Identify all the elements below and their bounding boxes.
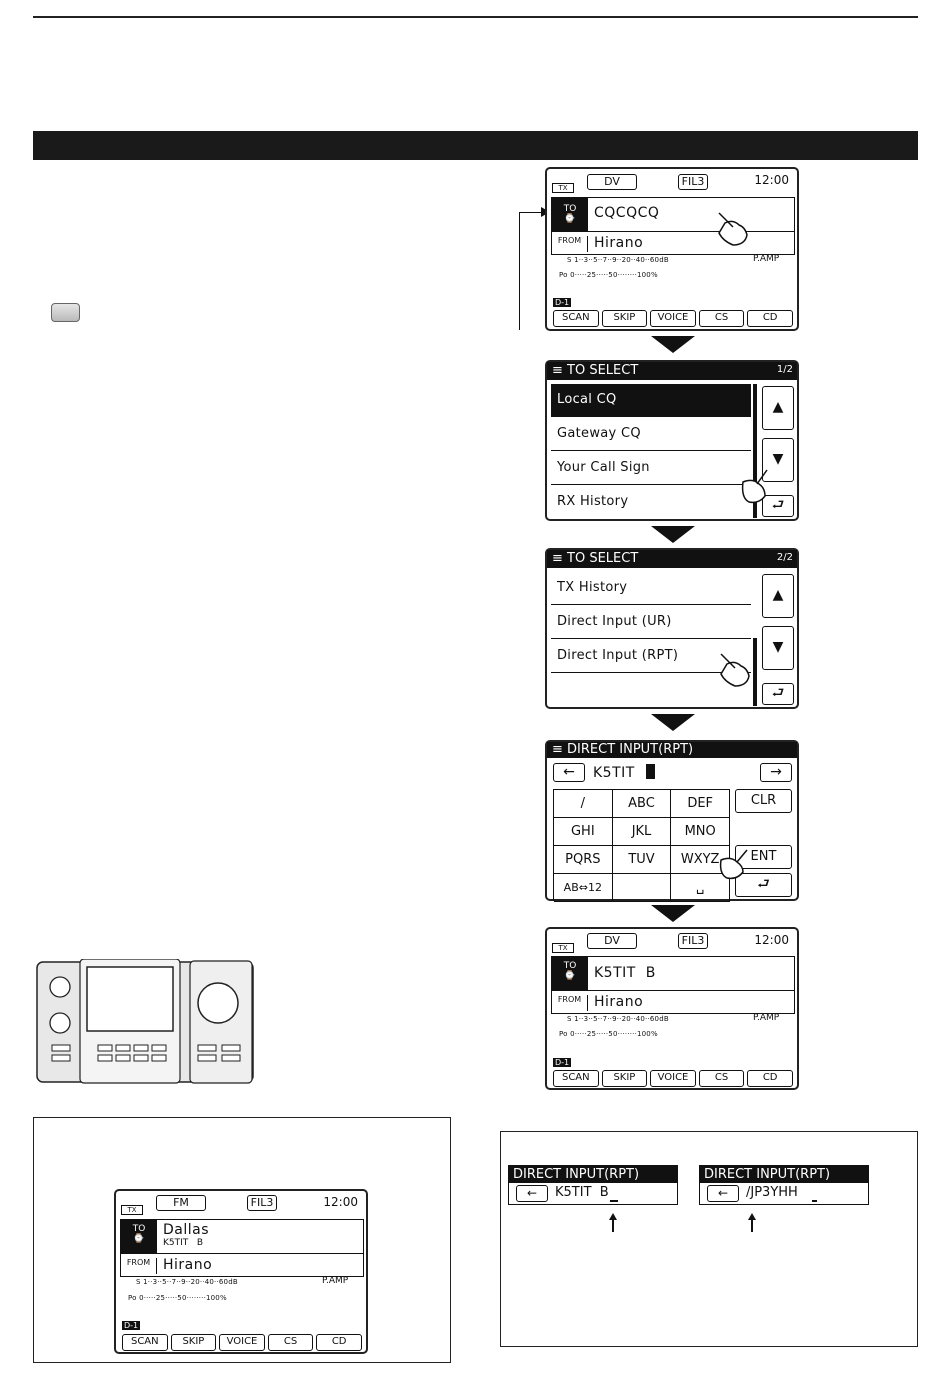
key-space[interactable]: ␣ (671, 874, 730, 902)
note-box-right (500, 1131, 918, 1347)
top-rule (33, 16, 918, 18)
to-label[interactable]: TO ⌚ (121, 1220, 157, 1253)
step-arrow-icon (651, 336, 695, 353)
hand-pointer-icon (737, 466, 777, 504)
to-value[interactable]: CQCQCQ (594, 205, 660, 221)
filter-tab[interactable]: FIL3 (678, 174, 708, 190)
list-item-gateway-cq[interactable]: Gateway CQ (551, 418, 751, 451)
step-arrow-icon (651, 714, 695, 731)
page-indicator: 2/2 (776, 552, 793, 563)
list-item-local-cq[interactable]: Local CQ (551, 384, 751, 417)
page-indicator: 1/2 (776, 364, 793, 375)
keypad (553, 789, 730, 901)
po-meter: Po 0·····25·····50········100% (128, 1294, 227, 1302)
key-def[interactable]: DEF (671, 790, 730, 818)
call-sign-box (551, 197, 795, 255)
tx-indicator: TX (552, 943, 574, 953)
pointer-arrow-icon (748, 1213, 756, 1220)
hand-pointer-icon (715, 650, 755, 688)
function-buttons (553, 310, 793, 327)
voice-button[interactable]: VOICE (650, 310, 696, 327)
main-screen (545, 167, 799, 331)
back-button[interactable]: ⮐ (762, 495, 794, 517)
hand-pointer-icon (713, 209, 753, 247)
pamp-indicator: P.AMP (753, 254, 780, 264)
clock: 12:00 (754, 933, 789, 947)
mini-input-1 (508, 1165, 678, 1205)
mini-input-value[interactable]: /JP3YHH (746, 1185, 798, 1200)
s-meter: S 1··3··5··7··9··20··40··60dB (567, 256, 669, 264)
po-meter: Po 0·····25·····50········100% (559, 271, 658, 279)
input-field[interactable]: K5TIT (593, 764, 655, 781)
list-title: ≡ TO SELECT (547, 362, 797, 380)
pointer-line (519, 212, 547, 330)
clr-button[interactable]: CLR (735, 789, 792, 813)
skip-button[interactable]: SKIP (602, 310, 648, 327)
to-select-screen-1 (545, 360, 799, 521)
key-abc[interactable]: ABC (613, 790, 672, 818)
skip-button[interactable]: SKIP (171, 1334, 217, 1351)
tx-indicator: TX (552, 183, 574, 193)
key-mno[interactable]: MNO (671, 818, 730, 846)
cursor-left-button[interactable]: ← (516, 1185, 548, 1202)
key-blank[interactable] (613, 874, 672, 902)
list-item-direct-input-rpt[interactable]: Direct Input (RPT) (551, 640, 751, 673)
voice-button[interactable]: VOICE (650, 1070, 696, 1087)
cursor-left-button[interactable]: ← (707, 1185, 739, 1202)
to-label[interactable]: TO ⌚ (552, 957, 588, 990)
tx-indicator: TX (121, 1205, 143, 1215)
key-icon (51, 303, 80, 322)
pamp-indicator: P.AMP (322, 1276, 349, 1286)
scroll-down-button[interactable]: ▼ (762, 438, 794, 482)
step-arrow-icon (651, 526, 695, 543)
call-sign-box (120, 1219, 364, 1277)
mode-tab[interactable]: FM (156, 1195, 206, 1211)
scan-button[interactable]: SCAN (553, 1070, 599, 1087)
cursor-underline (812, 1200, 817, 1202)
back-button[interactable]: ⮐ (762, 683, 794, 705)
cs-button[interactable]: CS (268, 1334, 314, 1351)
d1-label: D-1 (555, 1058, 570, 1067)
scroll-up-button[interactable]: ▲ (762, 386, 794, 430)
s-meter: S 1··3··5··7··9··20··40··60dB (136, 1278, 238, 1286)
clock: 12:00 (754, 173, 789, 187)
from-value: Hirano (594, 994, 644, 1010)
clock: 12:00 (323, 1195, 358, 1209)
pointer-stem (751, 1218, 753, 1232)
from-label: FROM (121, 1258, 157, 1274)
hand-pointer-icon (715, 846, 751, 880)
po-meter: Po 0·····25·····50········100% (559, 1030, 658, 1038)
cursor-left-button[interactable]: ← (553, 763, 585, 782)
list-item-rx-history[interactable]: RX History (557, 494, 629, 509)
mini-input-2 (699, 1165, 869, 1205)
call-sign-box (551, 956, 795, 1014)
function-buttons (122, 1334, 362, 1351)
ent-button[interactable]: ENT (735, 845, 792, 869)
d1-label: D-1 (124, 1321, 139, 1330)
pointer-arrow-icon (609, 1213, 617, 1220)
mode-tab[interactable]: DV (587, 933, 637, 949)
to-select-screen-2 (545, 548, 799, 709)
to-value[interactable]: Dallas (163, 1222, 210, 1238)
fm-screen (114, 1189, 368, 1354)
key-ghi[interactable]: GHI (554, 818, 613, 846)
key-jkl[interactable]: JKL (613, 818, 672, 846)
radio-illustration (36, 959, 254, 1085)
from-value: Hirano (594, 235, 644, 251)
key-tuv[interactable]: TUV (613, 846, 672, 874)
step-arrow-icon (651, 905, 695, 922)
cs-button[interactable]: CS (699, 310, 745, 327)
to-value[interactable]: K5TIT B (594, 965, 656, 981)
scroll-down-button[interactable]: ▼ (762, 626, 794, 670)
mini-input-title: DIRECT INPUT(RPT) (700, 1166, 868, 1183)
section-header-bar (33, 131, 918, 160)
key-wxyz[interactable]: WXYZ (671, 846, 730, 874)
from-value: Hirano (163, 1257, 213, 1273)
mini-input-value[interactable]: K5TIT B (555, 1185, 609, 1200)
back-button[interactable]: ⮐ (735, 873, 792, 897)
cs-button[interactable]: CS (699, 1070, 745, 1087)
to-label[interactable]: TO ⌚ (552, 198, 588, 232)
list-item-direct-input-ur[interactable]: Direct Input (UR) (551, 606, 751, 639)
filter-tab[interactable]: FIL3 (247, 1195, 277, 1211)
key-slash[interactable]: / (554, 790, 613, 818)
input-title: ≡ DIRECT INPUT(RPT) (547, 742, 797, 758)
cd-button[interactable]: CD (747, 310, 793, 327)
result-screen (545, 927, 799, 1090)
key-mode-toggle[interactable]: AB⇔12 (554, 874, 613, 902)
function-buttons (553, 1070, 793, 1087)
scroll-up-button[interactable]: ▲ (762, 574, 794, 618)
from-label: FROM (552, 236, 588, 252)
cursor-right-button[interactable]: → (760, 763, 792, 782)
pointer-stem (612, 1218, 614, 1232)
s-meter: S 1··3··5··7··9··20··40··60dB (567, 1015, 669, 1023)
skip-button[interactable]: SKIP (602, 1070, 648, 1087)
to-sub-value: K5TIT B (163, 1238, 204, 1248)
key-pqrs[interactable]: PQRS (554, 846, 613, 874)
mode-tab[interactable]: DV (587, 174, 637, 190)
list-item-tx-history[interactable]: TX History (551, 572, 751, 605)
cursor-underline (610, 1200, 618, 1202)
filter-tab[interactable]: FIL3 (678, 933, 708, 949)
from-label: FROM (552, 995, 588, 1011)
cd-button[interactable]: CD (316, 1334, 362, 1351)
list-title: ≡ TO SELECT (547, 550, 797, 568)
scan-button[interactable]: SCAN (122, 1334, 168, 1351)
d1-label: D-1 (555, 298, 570, 307)
scan-button[interactable]: SCAN (553, 310, 599, 327)
list-item-your-call-sign[interactable]: Your Call Sign (551, 452, 751, 485)
mini-input-title: DIRECT INPUT(RPT) (509, 1166, 677, 1183)
voice-button[interactable]: VOICE (219, 1334, 265, 1351)
pamp-indicator: P.AMP (753, 1013, 780, 1023)
cd-button[interactable]: CD (747, 1070, 793, 1087)
direct-input-screen (545, 740, 799, 901)
